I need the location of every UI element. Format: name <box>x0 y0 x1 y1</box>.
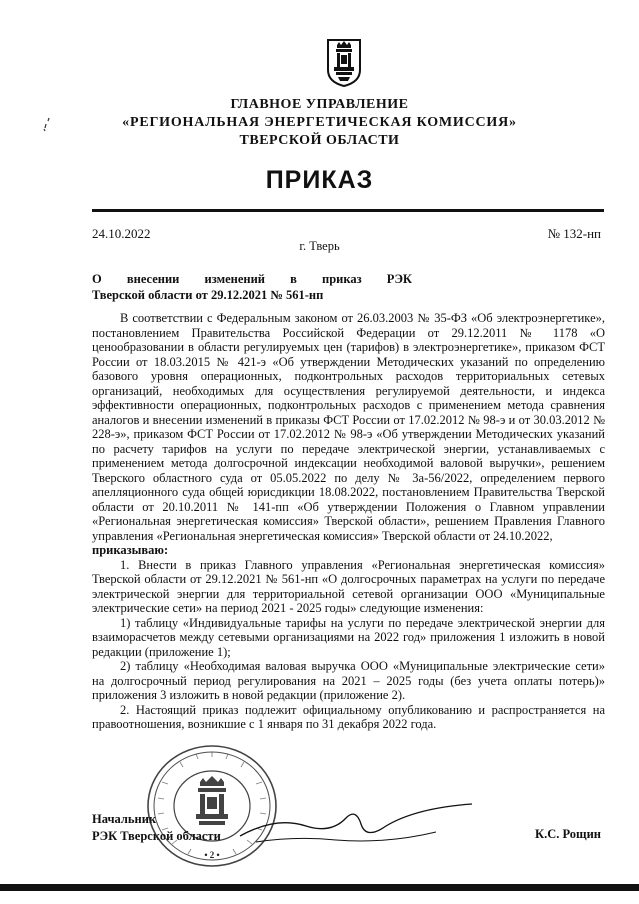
document-body <box>92 311 605 732</box>
handwritten-signature <box>236 796 476 856</box>
order-word: приказываю: <box>92 543 169 557</box>
subject-line-1: О внесении изменений в приказ РЭК <box>92 272 412 286</box>
document-city: г. Тверь <box>299 239 340 253</box>
header-line-3: ТВЕРСКОЙ ОБЛАСТИ <box>239 133 400 148</box>
stamp-lower-text: • 2 • <box>204 850 220 860</box>
signatory-title-line-1: Начальник <box>92 812 157 826</box>
header-divider <box>92 209 604 212</box>
document-subject <box>92 271 412 303</box>
preamble-paragraph: В соответствии с Федеральным законом от 26.03.2003 № 35-ФЗ «Об электроэнергетике», постановлением Правительства Российской Федерации от 29.12.2011 № 1178 «О ценообразовании в области регулируемых цен (тарифов) в электроэнергетике», приказом ФСТ России от 18.03.2015 № 421-э «Об утверждении Методических указаний по определению базового уровня операционных, подконтрольных расходов территориальных сетевых организаций, необходимых для осуществления регулируемой деятельности, и индекса эффективности операционных, подконтрольных расходов с применением метода сравнения аналогов и внесении изменений в приказы ФСТ России от 17.02.2012 № 98-э и от 30.03.2012 № 228-э», приказом ФСТ России от 17.02.2012 № 98-э «Об утверждении Методических указаний по расчету тарифов на услуги по передаче электрической энергии, устанавливаемых с применением метода долгосрочной индексации необходимой валовой выручки», решением Тверского областного суда от 05.05.2022 по делу № 3а-56/2022, определением первого апелляционного суда общей юрисдикции 18.08.2022, постановлением Правительства Тверской области от 20.10.2011 № 141-пп «Об утверждении Положения о Главном управлении «Региональная энергетическая комиссия» Тверской области», решением Правления Главного управления «Региональная энергетическая комиссия» Тверской области от 24.10.2022, <box>92 311 605 543</box>
signatory-name: К.С. Рощин <box>535 827 601 841</box>
subject-line-2: Тверской области от 29.12.2021 № 561-нп <box>92 288 324 302</box>
item-1-2-paragraph: 2) таблицу «Необходимая валовая выручка ООО «Муниципальные электрические сети» на долгосрочный период регулирования на 2021 – 2025 годы (без учета оплаты потерь)» приложения 3 изложить в новой редакции (приложение 2). <box>92 659 605 702</box>
header-line-1: ГЛАВНОЕ УПРАВЛЕНИЕ <box>230 97 409 112</box>
item-2-paragraph: 2. Настоящий приказ подлежит официальному опубликованию и распространяется на правоотношения, возникшие с 1 января по 31 декабря 2022 года. <box>92 702 605 731</box>
header-line-2: «РЕГИОНАЛЬНАЯ ЭНЕРГЕТИЧЕСКАЯ КОМИССИЯ» <box>122 115 517 130</box>
document-date: 24.10.2022 <box>92 226 151 241</box>
bottom-scan-border <box>0 884 639 891</box>
document-number: № 132-нп <box>547 226 601 241</box>
document-type-title: ПРИКАЗ <box>265 166 374 194</box>
signatory-title-line-2: РЭК Тверской области <box>92 829 221 843</box>
item-1-paragraph: 1. Внести в приказ Главного управления «Региональная энергетическая комиссия» Тверской области от 29.12.2021 № 561-нп «О долгосрочных параметрах на услуги по передаче электрической энергии для территориальной сетевой организации ООО «Муниципальные электрические сети» на период 2021 - 2025 годы» следующие изменения: <box>92 557 605 615</box>
coat-of-arms-icon <box>326 36 362 88</box>
item-1-1-paragraph: 1) таблицу «Индивидуальные тарифы на услуги по передаче электрической энергии для взаиморасчетов между сетевыми организациями на 2022 год» приложения 1 изложить в новой редакции (приложение 1); <box>92 615 605 659</box>
